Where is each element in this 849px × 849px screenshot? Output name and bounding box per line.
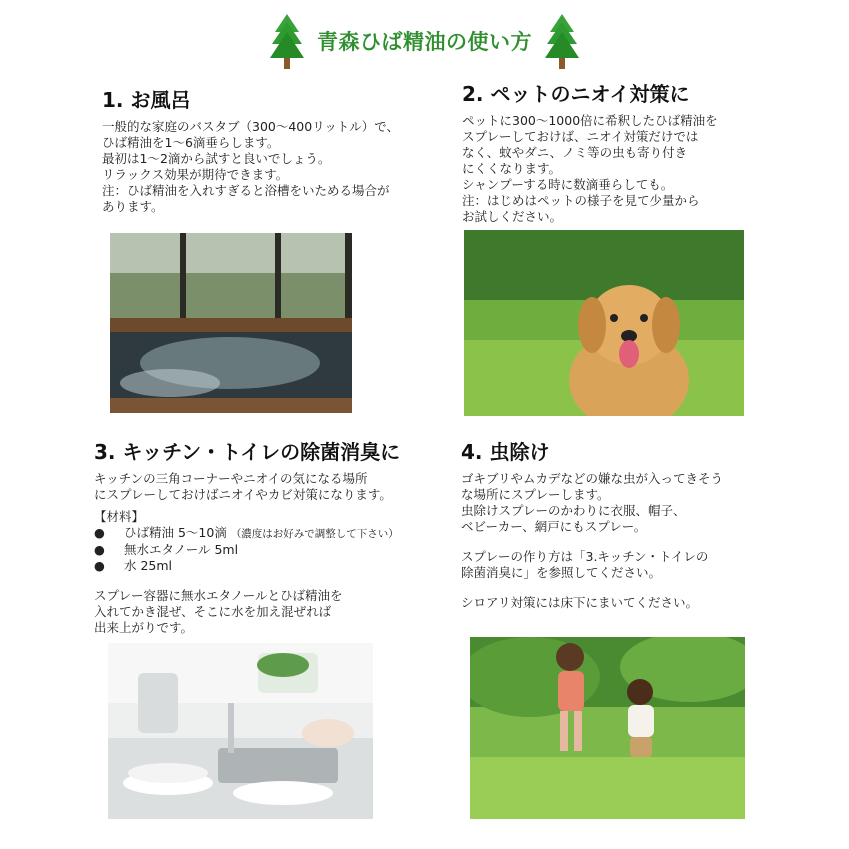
material-text: 水 25ml: [123, 558, 173, 573]
body-line: にくくなります。: [462, 161, 562, 176]
material-text: 無水エタノール 5ml: [123, 542, 239, 557]
dog-photo: [464, 230, 744, 416]
body-line: シャンプーする時に数滴垂らしても。: [462, 177, 674, 192]
list-item: [94, 542, 454, 558]
section-pet: [462, 78, 802, 225]
section-title: 4. 虫除け: [461, 440, 550, 464]
list-item: [94, 558, 454, 574]
body-line: 入れてかき混ぜ、そこに水を加え混ぜれば: [94, 604, 332, 619]
section-kitchen: [94, 436, 454, 636]
body-line: 虫除けスプレーのかわりに衣服、帽子、: [461, 503, 686, 518]
body-line: シロアリ対策には床下にまいてください。: [461, 595, 699, 610]
body-line: あります。: [102, 199, 164, 214]
bath-photo: [110, 233, 352, 413]
list-item: [94, 525, 454, 542]
body-line: 出来上がりです。: [94, 620, 194, 635]
body-line: 最初は1～2滴から試すと良いでしょう。: [102, 151, 331, 166]
section-insect: [461, 436, 801, 611]
body-line: リラックス効果が期待できます。: [102, 167, 289, 182]
body-line: にスプレーしておけばニオイやカビ対策になります。: [94, 487, 392, 502]
body-line: ゴキブリやムカデなどの嫌な虫が入ってきそう: [461, 471, 724, 486]
body-line: 一般的な家庭のバスタブ（300～400リットル）で、: [102, 119, 399, 134]
body-line: スプレー容器に無水エタノールとひば精油を: [94, 588, 343, 603]
materials-list: [94, 525, 454, 574]
page-header: [0, 10, 849, 72]
section-bath: [102, 84, 447, 215]
body-line: ペットに300～1000倍に希釈したひば精油を: [462, 113, 718, 128]
children-photo: [470, 637, 745, 819]
body-line: スプレーしておけば、ニオイ対策だけでは: [462, 129, 699, 144]
section-title: 3. キッチン・トイレの除菌消臭に: [94, 440, 401, 464]
section-title: 2. ペットのニオイ対策に: [462, 82, 690, 106]
body-line: 注：ひば精油を入れすぎると浴槽をいためる場合が: [102, 183, 390, 198]
page-title: 青森ひば精油の使い方: [317, 30, 532, 54]
body-line: 注：はじめはペットの様子を見て少量から: [462, 193, 700, 208]
body-line: なく、蚊やダニ、ノミ等の虫も寄り付き: [462, 145, 688, 160]
body-line: 除菌消臭に」を参照してください。: [461, 565, 662, 580]
material-text: ひば精油 5～10滴: [123, 525, 227, 540]
material-note: （濃度はお好みで調整して下さい）: [230, 528, 399, 540]
body-line: ひば精油を1～6滴垂らします。: [102, 135, 280, 150]
tree-icon: [269, 12, 305, 70]
body-line: な場所にスプレーします。: [461, 487, 610, 502]
bullet-icon: ●: [94, 542, 105, 557]
body-line: スプレーの作り方は「3.キッチン・トイレの: [461, 549, 709, 564]
tree-icon: [544, 12, 580, 70]
body-line: ベビーカー、網戸にもスプレー。: [461, 519, 647, 534]
body-line: お試しください。: [462, 209, 563, 224]
materials-title: 【材料】: [94, 509, 145, 524]
section-title: 1. お風呂: [102, 88, 191, 112]
kitchen-photo: [108, 643, 373, 819]
bullet-icon: ●: [94, 525, 105, 540]
bullet-icon: ●: [94, 558, 105, 573]
body-line: キッチンの三角コーナーやニオイの気になる場所: [94, 471, 368, 486]
